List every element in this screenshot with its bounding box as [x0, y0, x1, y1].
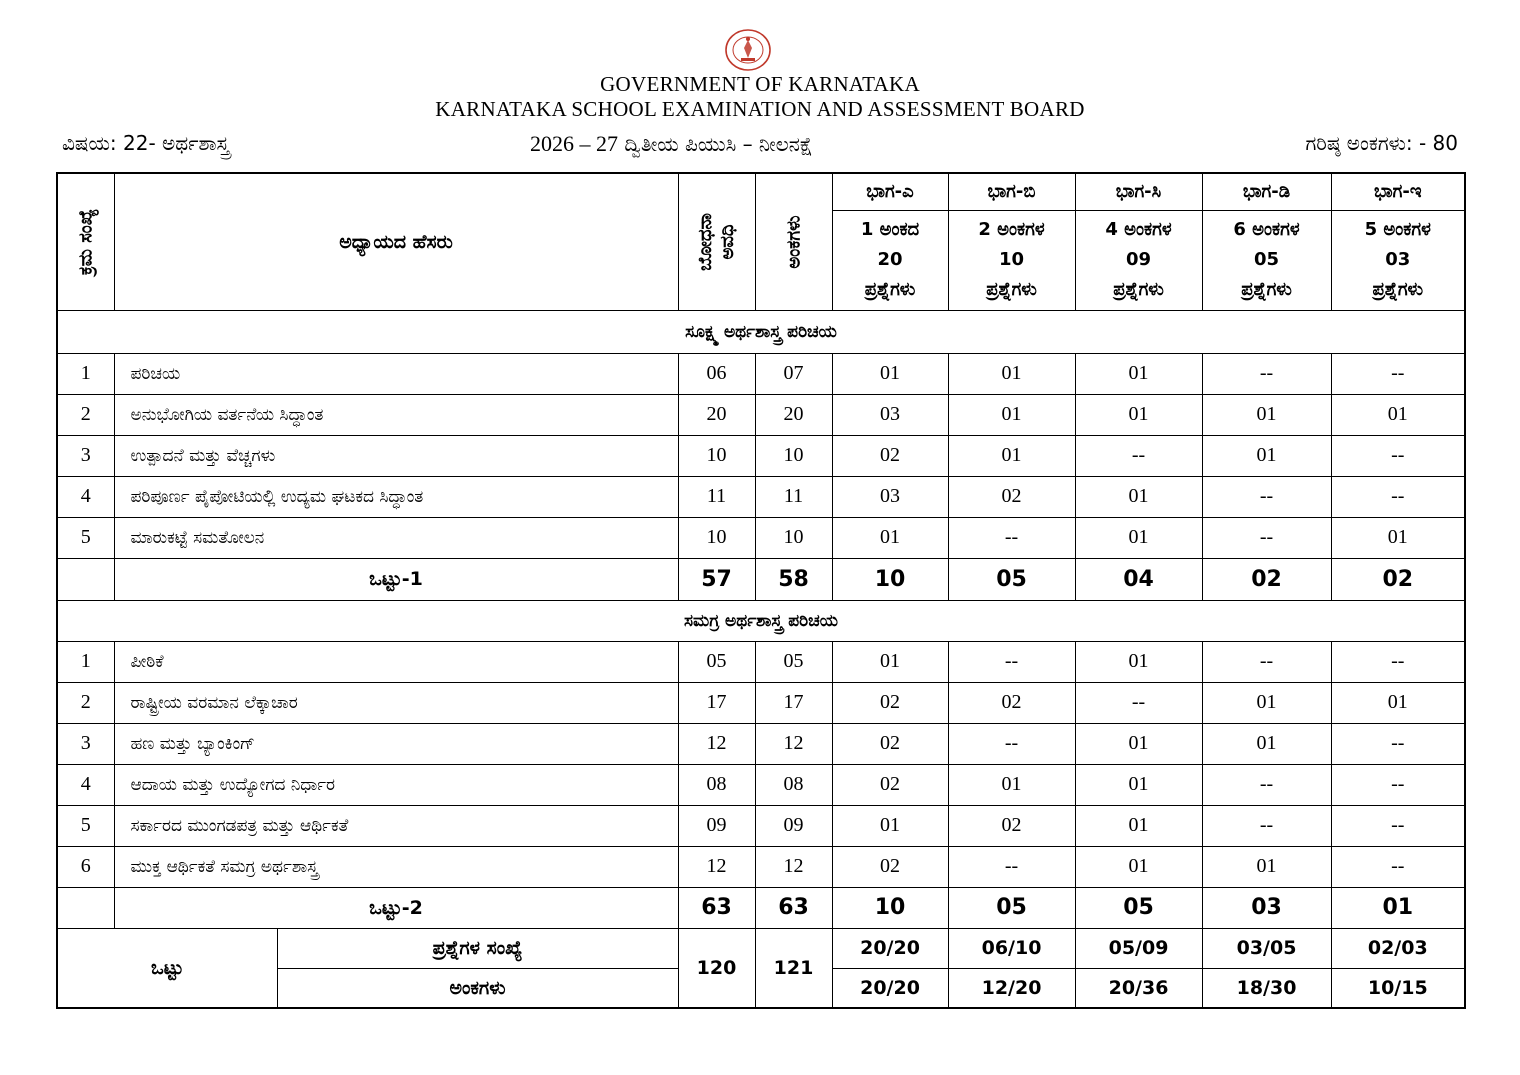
part-e-count: 01	[1331, 517, 1465, 558]
chapter-name: ಆದಾಯ ಮತ್ತು ಉದ್ಯೋಗದ ನಿರ್ಧಾರ	[114, 764, 678, 805]
part-b-header: ಭಾಗ-ಬಿ	[948, 173, 1075, 210]
total-2-part-d: 03	[1202, 887, 1331, 928]
serial-number: 3	[57, 723, 114, 764]
serial-number: 1	[57, 353, 114, 394]
teaching-hours: 06	[678, 353, 755, 394]
part-a-count: 02	[832, 435, 948, 476]
section-2-rows	[57, 641, 1465, 887]
part-b-count: 01	[948, 353, 1075, 394]
part-e-header: ಭಾಗ-ಇ	[1331, 173, 1465, 210]
part-c-detail: 4 ಅಂಕಗಳ 09 ಪ್ರಶ್ನೆಗಳು	[1075, 210, 1202, 310]
serial-number: 4	[57, 476, 114, 517]
table-row	[57, 682, 1465, 723]
part-e-count: --	[1331, 723, 1465, 764]
chapter-name: ಮಾರುಕಟ್ಟೆ ಸಮತೋಲನ	[114, 517, 678, 558]
part-c-count: --	[1075, 682, 1202, 723]
part-a-header: ಭಾಗ-ಎ	[832, 173, 948, 210]
part-a-count: 02	[832, 764, 948, 805]
teaching-hours: 12	[678, 723, 755, 764]
academic-year: 2026 – 27	[530, 131, 618, 156]
teaching-hours: 09	[678, 805, 755, 846]
part-a-count: 01	[832, 641, 948, 682]
teaching-hours-header-line2: ಅವಧಿ	[716, 224, 738, 260]
part-d-count: 01	[1202, 723, 1331, 764]
total-2-part-e: 01	[1331, 887, 1465, 928]
table-row	[57, 764, 1465, 805]
part-e-count: --	[1331, 435, 1465, 476]
part-d-detail: 6 ಅಂಕಗಳ 05 ಪ್ರಶ್ನೆಗಳು	[1202, 210, 1331, 310]
marks: 05	[755, 641, 832, 682]
total-2-part-c: 05	[1075, 887, 1202, 928]
questions-count-label: ಪ್ರಶ್ನೆಗಳ ಸಂಖ್ಯೆ	[277, 928, 678, 968]
part-a-count: 02	[832, 723, 948, 764]
part-c-count: 01	[1075, 641, 1202, 682]
teaching-hours: 12	[678, 846, 755, 887]
sl-no-header-text: ಕ್ರಮ ಸಂಖ್ಯೆ	[75, 208, 97, 275]
questions-part-e: 02/03	[1331, 928, 1465, 968]
questions-part-d: 03/05	[1202, 928, 1331, 968]
table-row	[57, 517, 1465, 558]
marks-part-e: 10/15	[1331, 968, 1465, 1008]
teaching-hours: 10	[678, 517, 755, 558]
serial-number: 2	[57, 394, 114, 435]
sl-no-header	[57, 173, 114, 310]
total-1-marks: 58	[755, 558, 832, 600]
total-1-label: ಒಟ್ಟು-1	[114, 558, 678, 600]
section-2-title: ಸಮಗ್ರ ಅರ್ಥಶಾಸ್ತ್ರ ಪರಿಚಯ	[57, 600, 1465, 641]
table-row	[57, 476, 1465, 517]
part-e-detail: 5 ಅಂಕಗಳ 03 ಪ್ರಶ್ನೆಗಳು	[1331, 210, 1465, 310]
section-1-heading-row	[57, 310, 1465, 353]
chapter-name: ಸರ್ಕಾರದ ಮುಂಗಡಪತ್ರ ಮತ್ತು ಆರ್ಥಿಕತೆ	[114, 805, 678, 846]
part-a-count: 01	[832, 805, 948, 846]
table-row	[57, 723, 1465, 764]
part-c-count: --	[1075, 435, 1202, 476]
total-2-label: ಒಟ್ಟು-2	[114, 887, 678, 928]
teaching-hours: 20	[678, 394, 755, 435]
marks-part-d: 18/30	[1202, 968, 1331, 1008]
total-1-part-a: 10	[832, 558, 948, 600]
marks-header	[755, 173, 832, 310]
marks: 20	[755, 394, 832, 435]
part-a-count: 02	[832, 682, 948, 723]
part-e-count: --	[1331, 476, 1465, 517]
part-a-count: 02	[832, 846, 948, 887]
chapter-name-header: ಅಧ್ಯಾಯದ ಹೆಸರು	[114, 173, 678, 310]
table-row	[57, 353, 1465, 394]
grand-total-marks: 121	[755, 928, 832, 1008]
part-c-count: 01	[1075, 805, 1202, 846]
part-b-count: --	[948, 846, 1075, 887]
part-c-count: 01	[1075, 394, 1202, 435]
questions-part-b: 06/10	[948, 928, 1075, 968]
part-b-count: --	[948, 641, 1075, 682]
total-2-hours: 63	[678, 887, 755, 928]
chapter-name: ಪರಿಚಯ	[114, 353, 678, 394]
part-a-detail: 1 ಅಂಕದ 20 ಪ್ರಶ್ನೆಗಳು	[832, 210, 948, 310]
serial-number: 5	[57, 517, 114, 558]
part-e-count: --	[1331, 641, 1465, 682]
blueprint-title	[530, 131, 813, 157]
teaching-hours: 10	[678, 435, 755, 476]
chapter-name: ಉತ್ಪಾದನೆ ಮತ್ತು ವೆಚ್ಚಗಳು	[114, 435, 678, 476]
part-d-count: --	[1202, 517, 1331, 558]
marks: 09	[755, 805, 832, 846]
section-2-heading-row	[57, 600, 1465, 641]
serial-number: 6	[57, 846, 114, 887]
part-b-count: 02	[948, 682, 1075, 723]
serial-number: 1	[57, 641, 114, 682]
questions-part-c: 05/09	[1075, 928, 1202, 968]
marks-part-a: 20/20	[832, 968, 948, 1008]
marks-part-b: 12/20	[948, 968, 1075, 1008]
marks: 10	[755, 517, 832, 558]
total-2-empty	[57, 887, 114, 928]
total-1-hours: 57	[678, 558, 755, 600]
government-heading: GOVERNMENT OF KARNATAKA	[600, 72, 920, 96]
part-c-count: 01	[1075, 517, 1202, 558]
part-c-count: 01	[1075, 476, 1202, 517]
part-d-count: 01	[1202, 682, 1331, 723]
part-c-header: ಭಾಗ-ಸಿ	[1075, 173, 1202, 210]
total-1-part-c: 04	[1075, 558, 1202, 600]
marks-header-text: ಅಂಕಗಳು	[783, 215, 805, 269]
chapter-name: ಹಣ ಮತ್ತು ಬ್ಯಾಂಕಿಂಗ್	[114, 723, 678, 764]
marks: 11	[755, 476, 832, 517]
blueprint-table	[56, 172, 1466, 1009]
part-b-count: 02	[948, 476, 1075, 517]
total-2-part-a: 10	[832, 887, 948, 928]
header-row-parts	[57, 173, 1465, 210]
section-1-total-row	[57, 558, 1465, 600]
serial-number: 2	[57, 682, 114, 723]
marks-part-c: 20/36	[1075, 968, 1202, 1008]
marks: 12	[755, 723, 832, 764]
questions-part-a: 20/20	[832, 928, 948, 968]
part-d-count: --	[1202, 805, 1331, 846]
total-2-part-b: 05	[948, 887, 1075, 928]
total-1-part-e: 02	[1331, 558, 1465, 600]
total-1-part-d: 02	[1202, 558, 1331, 600]
serial-number: 3	[57, 435, 114, 476]
subject-label: ವಿಷಯ: 22- ಅರ್ಥಶಾಸ್ತ್ರ	[62, 131, 230, 155]
part-d-count: --	[1202, 641, 1331, 682]
marks: 10	[755, 435, 832, 476]
marks-label: ಅಂಕಗಳು	[277, 968, 678, 1008]
table-row	[57, 394, 1465, 435]
part-e-count: --	[1331, 764, 1465, 805]
part-d-count: 01	[1202, 435, 1331, 476]
part-b-count: --	[948, 517, 1075, 558]
total-1-part-b: 05	[948, 558, 1075, 600]
marks: 07	[755, 353, 832, 394]
part-a-count: 03	[832, 476, 948, 517]
blueprint-name: ದ್ವಿತೀಯ ಪಿಯುಸಿ – ನೀಲನಕ್ಷೆ	[624, 132, 813, 156]
part-e-count: --	[1331, 353, 1465, 394]
part-c-count: 01	[1075, 764, 1202, 805]
total-1-empty	[57, 558, 114, 600]
part-a-count: 01	[832, 353, 948, 394]
part-d-count: --	[1202, 353, 1331, 394]
section-1-rows	[57, 353, 1465, 558]
part-c-count: 01	[1075, 723, 1202, 764]
part-a-count: 01	[832, 517, 948, 558]
part-e-count: --	[1331, 846, 1465, 887]
serial-number: 5	[57, 805, 114, 846]
part-b-count: --	[948, 723, 1075, 764]
part-b-count: 01	[948, 764, 1075, 805]
part-b-detail: 2 ಅಂಕಗಳ 10 ಪ್ರಶ್ನೆಗಳು	[948, 210, 1075, 310]
part-e-count: --	[1331, 805, 1465, 846]
part-d-count: 01	[1202, 394, 1331, 435]
teaching-hours: 05	[678, 641, 755, 682]
chapter-name: ಅನುಭೋಗಿಯ ವರ್ತನೆಯ ಸಿದ್ಧಾಂತ	[114, 394, 678, 435]
table-row	[57, 641, 1465, 682]
karnataka-seal-logo	[724, 28, 772, 72]
section-2-total-row	[57, 887, 1465, 928]
marks: 08	[755, 764, 832, 805]
serial-number: 4	[57, 764, 114, 805]
teaching-hours-header-line1: ಬೋಧನಾ	[694, 212, 716, 271]
part-e-count: 01	[1331, 682, 1465, 723]
max-marks-label: ಗರಿಷ್ಠ ಅಂಕಗಳು: - 80	[1305, 131, 1458, 155]
part-e-count: 01	[1331, 394, 1465, 435]
part-d-count: --	[1202, 476, 1331, 517]
part-c-count: 01	[1075, 353, 1202, 394]
section-1-title: ಸೂಕ್ಷ್ಮ ಅರ್ಥಶಾಸ್ತ್ರ ಪರಿಚಯ	[57, 310, 1465, 353]
teaching-hours: 11	[678, 476, 755, 517]
grand-total-label: ಒಟ್ಟು	[57, 928, 277, 1008]
table-row	[57, 846, 1465, 887]
teaching-hours: 08	[678, 764, 755, 805]
part-d-count: 01	[1202, 846, 1331, 887]
table-row	[57, 435, 1465, 476]
part-b-count: 02	[948, 805, 1075, 846]
marks: 17	[755, 682, 832, 723]
table-row	[57, 805, 1465, 846]
grand-total-hours: 120	[678, 928, 755, 1008]
part-d-count: --	[1202, 764, 1331, 805]
part-d-header: ಭಾಗ-ಡಿ	[1202, 173, 1331, 210]
chapter-name: ಮುಕ್ತ ಆರ್ಥಿಕತೆ ಸಮಗ್ರ ಅರ್ಥಶಾಸ್ತ್ರ	[114, 846, 678, 887]
teaching-hours: 17	[678, 682, 755, 723]
part-c-count: 01	[1075, 846, 1202, 887]
board-heading: KARNATAKA SCHOOL EXAMINATION AND ASSESSMENT BOARD	[435, 97, 1085, 121]
teaching-hours-header	[678, 173, 755, 310]
chapter-name: ಪರಿಪೂರ್ಣ ಪೈಪೋಟಿಯಲ್ಲಿ ಉದ್ಯಮ ಘಟಕದ ಸಿದ್ಧಾಂತ	[114, 476, 678, 517]
marks: 12	[755, 846, 832, 887]
part-b-count: 01	[948, 394, 1075, 435]
summary-questions-row	[57, 928, 1465, 968]
chapter-name: ಪೀಠಿಕೆ	[114, 641, 678, 682]
chapter-name: ರಾಷ್ಟ್ರೀಯ ವರಮಾನ ಲೆಕ್ಕಾಚಾರ	[114, 682, 678, 723]
part-a-count: 03	[832, 394, 948, 435]
total-2-marks: 63	[755, 887, 832, 928]
part-b-count: 01	[948, 435, 1075, 476]
